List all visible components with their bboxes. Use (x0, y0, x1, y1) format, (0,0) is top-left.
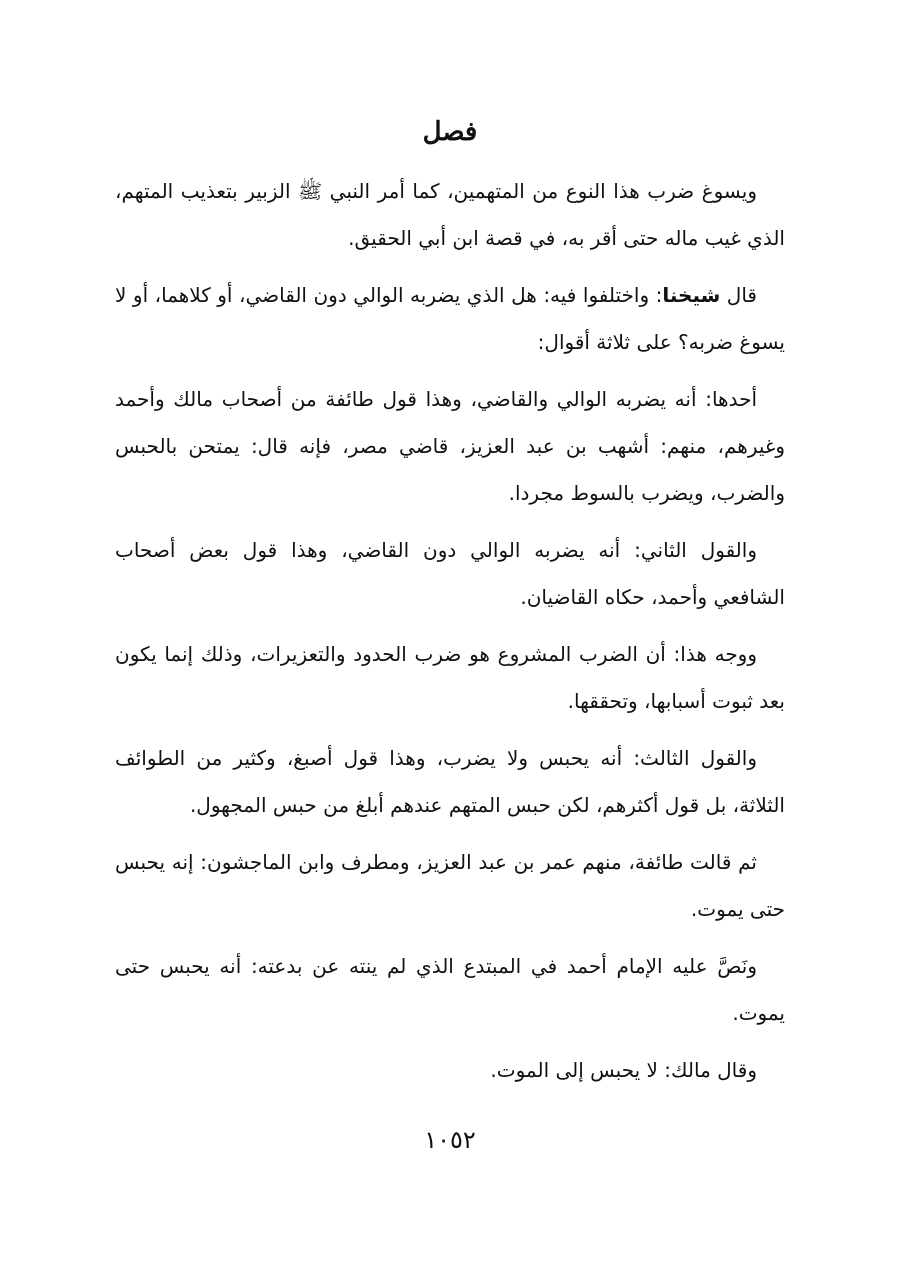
paragraph-text: : واختلفوا فيه: هل الذي يضربه الوالي دون القاضي، أو كلاهما، أو لا يسوغ ضربه؟ على ثلاثة أقوال: (115, 283, 785, 354)
paragraph (115, 376, 785, 517)
paragraph (115, 943, 785, 1037)
paragraph (115, 1047, 785, 1094)
section-heading: فصل (422, 117, 478, 147)
paragraph-text: ويسوغ ضرب هذا النوع من المتهمين، كما أمر النبي ﷺ الزبير بتعذيب المتهم، الذي غيب ماله حتى أقر به، في قصة ابن أبي الحقيق. (115, 179, 785, 250)
paragraph (115, 527, 785, 621)
bold-term: شيخنا (662, 283, 721, 307)
paragraph (115, 272, 785, 366)
body-text (115, 168, 785, 1104)
paragraph (115, 631, 785, 725)
paragraph-text: والقول الثالث: أنه يحبس ولا يضرب، وهذا قول أصبغ، وكثير من الطوائف الثلاثة، بل قول أكثرهم، لكن حبس المتهم عندهم أبلغ من حبس المجهول. (115, 746, 785, 817)
paragraph (115, 735, 785, 829)
paragraph (115, 168, 785, 262)
paragraph-text: ونَصَّ عليه الإمام أحمد في المبتدع الذي لم ينته عن بدعته: أنه يحبس حتى يموت. (115, 954, 785, 1025)
paragraph-text: وقال مالك: لا يحبس إلى الموت. (490, 1058, 757, 1082)
paragraph-text: ووجه هذا: أن الضرب المشروع هو ضرب الحدود والتعزيرات، وذلك إنما يكون بعد ثبوت أسبابها، وتحققها. (115, 642, 785, 713)
paragraph-prefix: قال (720, 283, 757, 307)
page-number: ١٠٥٢ (424, 1126, 476, 1154)
paragraph-text: والقول الثاني: أنه يضربه الوالي دون القاضي، وهذا قول بعض أصحاب الشافعي وأحمد، حكاه القاضيان. (115, 538, 785, 609)
paragraph-text: أحدها: أنه يضربه الوالي والقاضي، وهذا قول طائفة من أصحاب مالك وأحمد وغيرهم، منهم: أشهب بن عبد العزيز، قاضي مصر، فإنه قال: يمتحن بالحبس والضرب، ويضرب بالسوط مجردا. (115, 387, 785, 505)
paragraph-text: ثم قالت طائفة، منهم عمر بن عبد العزيز، ومطرف وابن الماجشون: إنه يحبس حتى يموت. (115, 850, 785, 921)
paragraph (115, 839, 785, 933)
